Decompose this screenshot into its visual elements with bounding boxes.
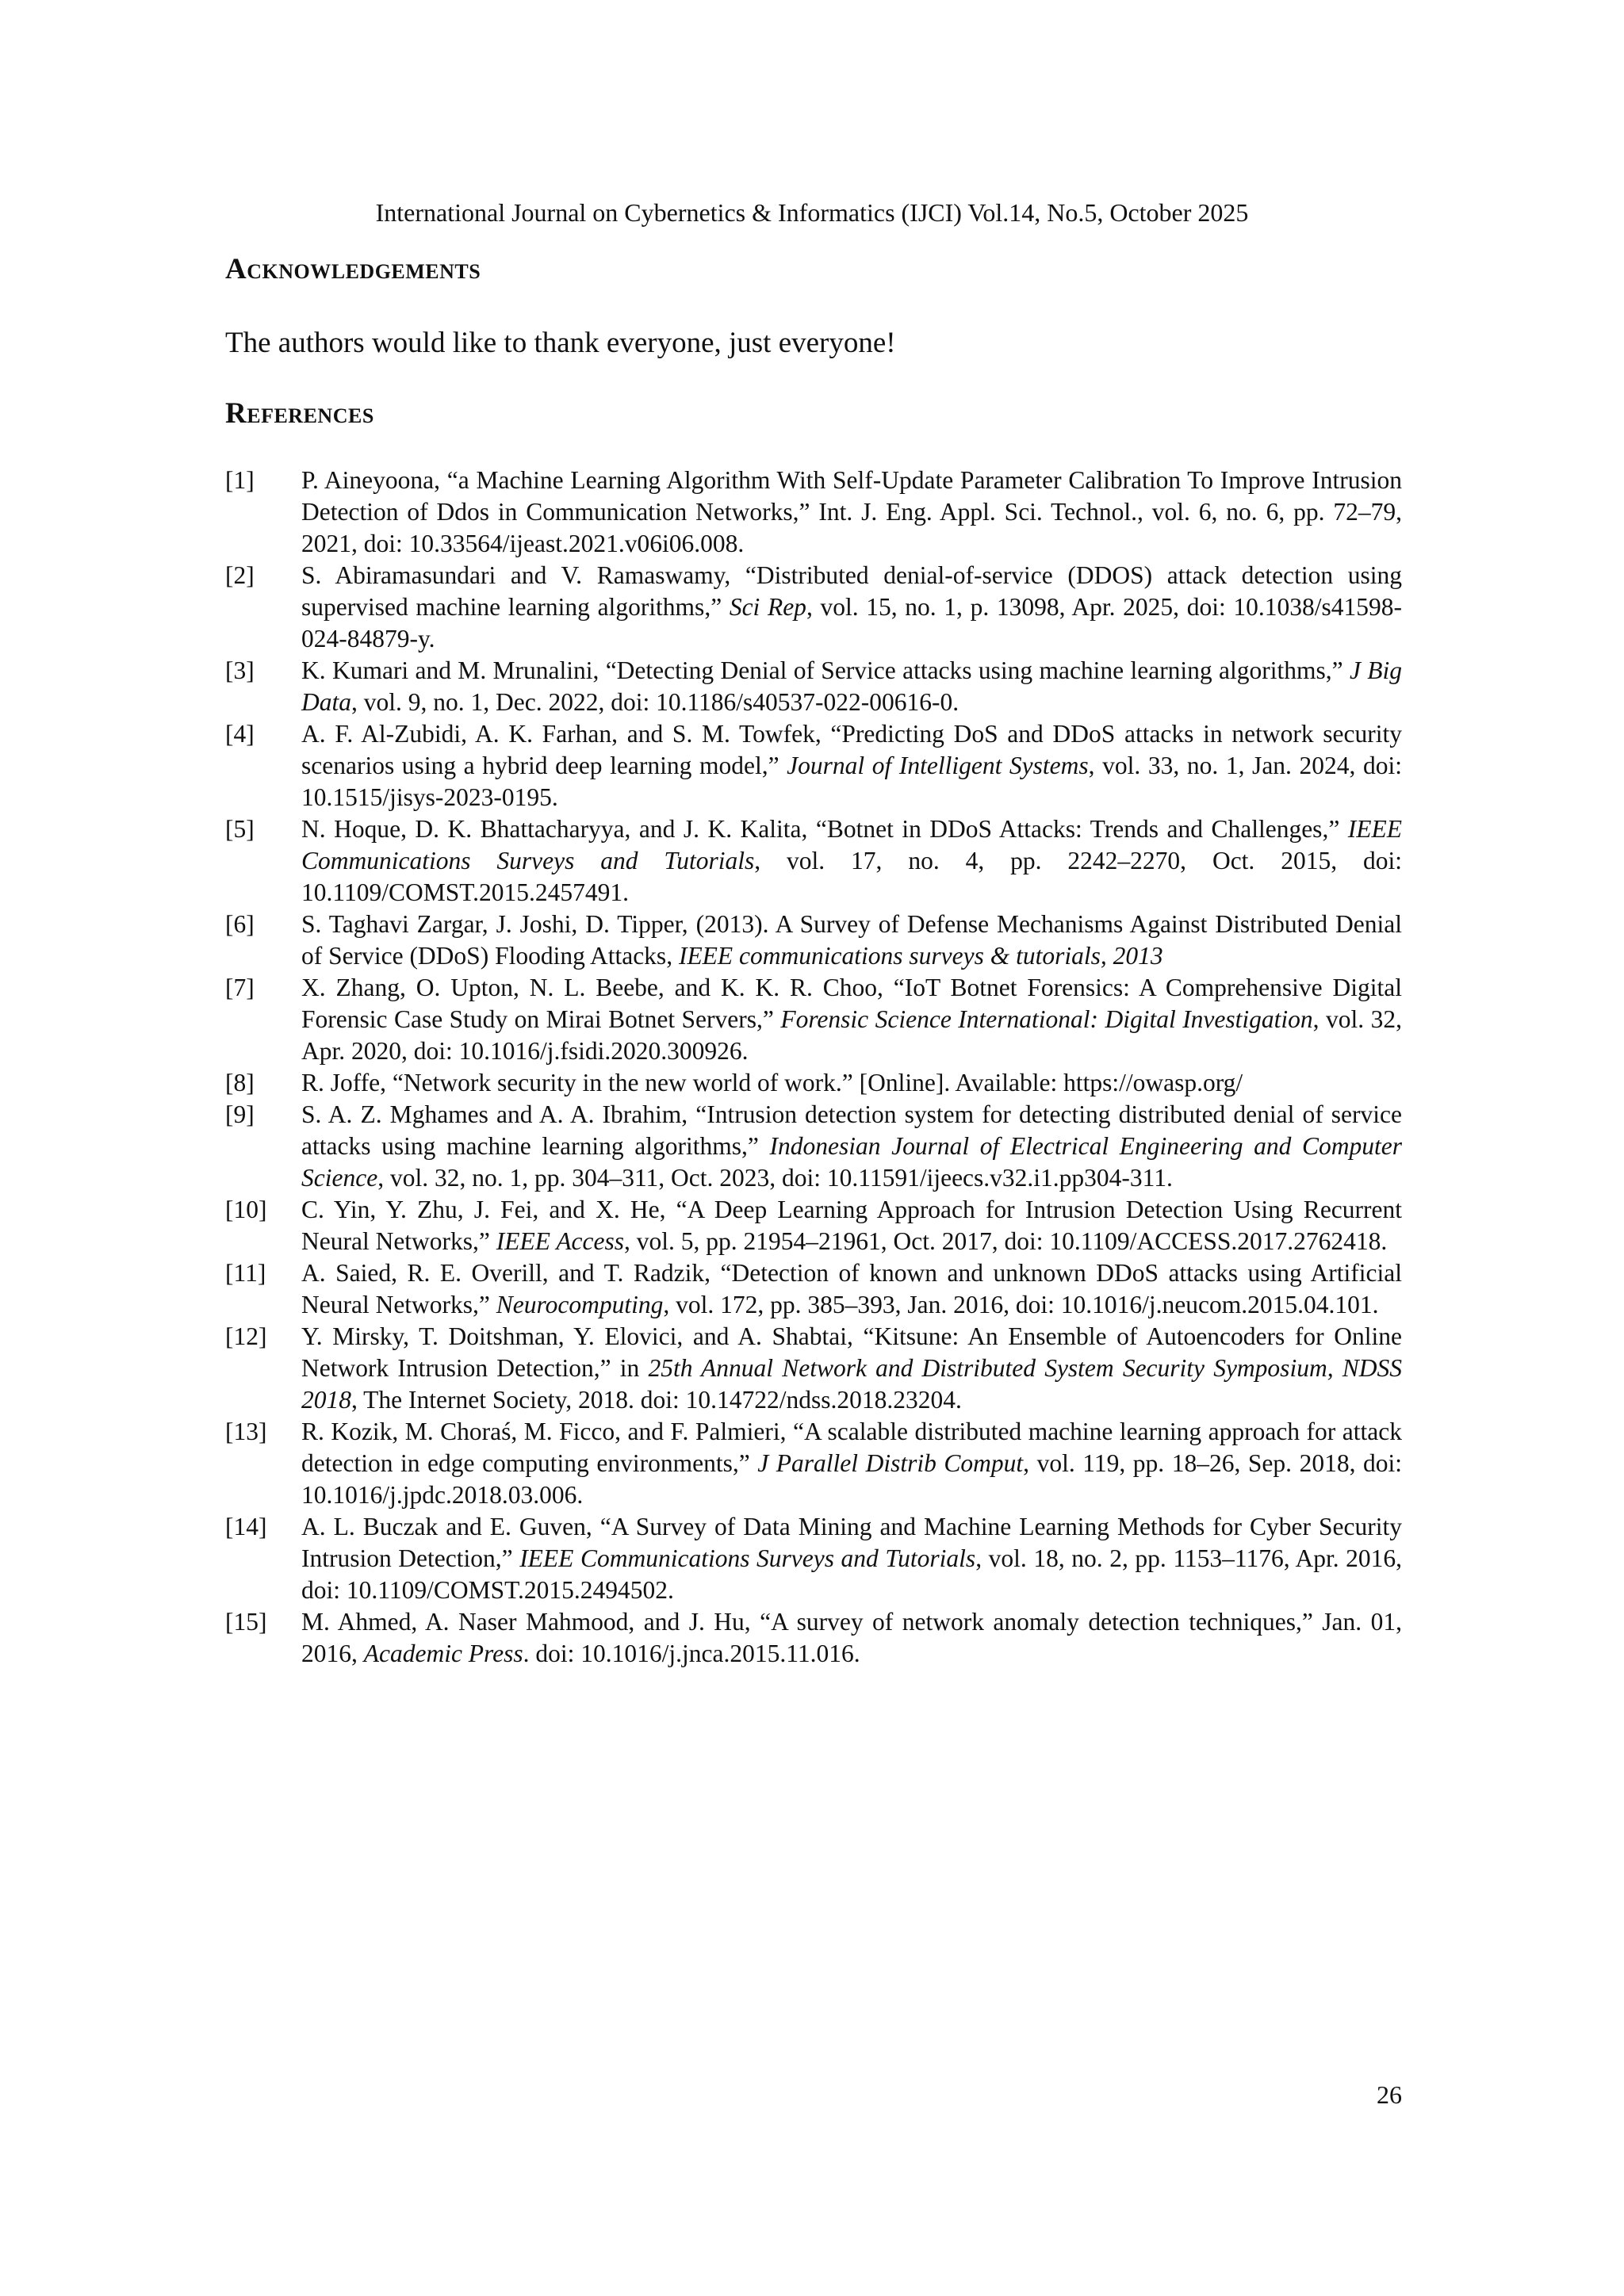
acknowledgements-heading [225, 252, 481, 287]
reference-text [301, 1511, 1402, 1606]
reference-text-segment: , vol. 15, no. 1, p. 13098, Apr. 2025, doi: 10.1038/s41598-024-84879-y. [301, 593, 1402, 652]
references-heading [225, 396, 374, 431]
reference-text-segment: , vol. 32, no. 1, pp. 304–311, Oct. 2023, doi: 10.11591/ijeecs.v32.i1.pp304-311. [377, 1164, 1173, 1192]
reference-text [301, 1194, 1402, 1257]
reference-text [301, 1257, 1402, 1321]
reference-source-italic: Journal of Intelligent Systems [787, 752, 1089, 779]
reference-text [301, 1321, 1402, 1416]
reference-text [301, 655, 1402, 718]
reference-number: [12] [225, 1322, 267, 1350]
reference-text-segment: . doi: 10.1016/j.jnca.2015.11.016. [523, 1640, 860, 1667]
reference-item [225, 1321, 1402, 1416]
reference-number: [3] [225, 656, 255, 684]
reference-text-segment: Y. Mirsky, T. Doitshman, Y. Elovici, and A. Shabtai, “Kitsune: An Ensemble of Autoencoders for Online Network Intrusion Detection,” in [301, 1322, 1402, 1382]
reference-text-segment: , vol. 5, pp. 21954–21961, Oct. 2017, doi: 10.1109/ACCESS.2017.2762418. [624, 1227, 1388, 1255]
reference-item [225, 1099, 1402, 1194]
reference-text [301, 718, 1402, 813]
reference-number: [2] [225, 561, 255, 589]
reference-text-segment: K. Kumari and M. Mrunalini, “Detecting Denial of Service attacks using machine learning algorithms,” [301, 656, 1350, 684]
reference-item [225, 1511, 1402, 1606]
reference-text-segment: S. A. Z. Mghames and A. A. Ibrahim, “Intrusion detection system for detecting distributed denial of service attacks using machine learning algorithms,” [301, 1100, 1402, 1160]
reference-text [301, 813, 1402, 909]
reference-number: [6] [225, 910, 255, 938]
reference-text-segment: S. Abiramasundari and V. Ramaswamy, “Distributed denial-of-service (DDOS) attack detection using supervised machine learning algorithms,” [301, 561, 1402, 621]
reference-text-segment: , vol. 119, pp. 18–26, Sep. 2018, doi: 10.1016/j.jpdc.2018.03.006. [301, 1449, 1403, 1509]
reference-number: [4] [225, 720, 255, 748]
reference-number: [8] [225, 1069, 255, 1096]
reference-source-italic: Forensic Science International: Digital Investigation [780, 1005, 1313, 1033]
reference-source-italic: IEEE Communications Surveys and Tutorials [301, 815, 1402, 874]
reference-number: [14] [225, 1513, 267, 1540]
reference-text-segment: A. L. Buczak and E. Guven, “A Survey of Data Mining and Machine Learning Methods for Cyber Security Intrusion Detection,” [301, 1513, 1402, 1572]
reference-source-italic: IEEE Access [496, 1227, 625, 1255]
reference-text-segment: R. Kozik, M. Choraś, M. Ficco, and F. Palmieri, “A scalable distributed machine learning approach for attack detection in edge computing environments,” [301, 1418, 1402, 1477]
page-number: 26 [1377, 2080, 1402, 2109]
reference-item [225, 972, 1402, 1067]
reference-text-segment: , vol. 32, Apr. 2020, doi: 10.1016/j.fsidi.2020.300926. [301, 1005, 1402, 1065]
acknowledgements-heading-rest: cknowledgements [247, 253, 481, 285]
acknowledgements-text: The authors would like to thank everyone, just everyone! [225, 327, 896, 359]
reference-text-segment: , vol. 33, no. 1, Jan. 2024, doi: 10.1515/jisys-2023-0195. [301, 752, 1403, 811]
reference-text-segment: C. Yin, Y. Zhu, J. Fei, and X. He, “A Deep Learning Approach for Intrusion Detection Using Recurrent Neural Networks,” [301, 1196, 1402, 1255]
reference-item [225, 1257, 1402, 1321]
reference-item [225, 465, 1402, 560]
reference-item [225, 1606, 1402, 1670]
reference-text-segment: P. Aineyoona, “a Machine Learning Algorithm With Self-Update Parameter Calibration To Improve Intrusion Detection of Ddos in Communication Networks,” Int. J. Eng. Appl. Sci. Technol., vol. 6, no. 6, pp. 72–79, 2021, doi: 10.33564/ijeast.2021.v06i06.008. [301, 466, 1402, 557]
reference-item [225, 718, 1402, 813]
reference-source-italic: Indonesian Journal of Electrical Engineering and Computer Science [301, 1132, 1403, 1192]
reference-text [301, 560, 1402, 655]
reference-text [301, 465, 1402, 560]
reference-text-segment: S. Taghavi Zargar, J. Joshi, D. Tipper, (2013). A Survey of Defense Mechanisms Against Distributed Denial of Service (DDoS) Flooding Attacks, [301, 910, 1402, 970]
reference-source-italic: IEEE Communications Surveys and Tutorials [519, 1544, 976, 1572]
reference-text-segment: R. Joffe, “Network security in the new world of work.” [Online]. Available: https://owasp.org/ [301, 1069, 1243, 1096]
reference-item [225, 1416, 1402, 1511]
reference-number: [13] [225, 1418, 267, 1445]
reference-item [225, 813, 1402, 909]
reference-text-segment: , The Internet Society, 2018. doi: 10.14722/ndss.2018.23204. [351, 1386, 962, 1414]
reference-number: [5] [225, 815, 255, 843]
reference-text-segment: A. F. Al-Zubidi, A. K. Farhan, and S. M. Towfek, “Predicting DoS and DDoS attacks in network security scenarios using a hybrid deep learning model,” [301, 720, 1402, 779]
reference-number: [10] [225, 1196, 267, 1223]
reference-text [301, 1416, 1402, 1511]
reference-number: [11] [225, 1259, 266, 1287]
reference-number: [1] [225, 466, 255, 494]
reference-source-italic: J Parallel Distrib Comput [757, 1449, 1024, 1477]
reference-item [225, 655, 1402, 718]
reference-item [225, 560, 1402, 655]
acknowledgements-heading-initial: A [225, 253, 247, 285]
reference-text-segment: X. Zhang, O. Upton, N. L. Beebe, and K. K. R. Choo, “IoT Botnet Forensics: A Comprehensive Digital Forensic Case Study on Mirai Botnet Servers,” [301, 974, 1402, 1033]
reference-source-italic: IEEE communications surveys & tutorials, 2013 [678, 942, 1163, 970]
reference-text [301, 1067, 1402, 1099]
reference-item [225, 1067, 1402, 1099]
reference-source-italic: J Big Data [301, 656, 1402, 716]
reference-text-segment: N. Hoque, D. K. Bhattacharyya, and J. K. Kalita, “Botnet in DDoS Attacks: Trends and Challenges,” [301, 815, 1348, 843]
reference-item [225, 909, 1402, 972]
reference-source-italic: 25th Annual Network and Distributed System Security Symposium, NDSS 2018 [301, 1354, 1402, 1414]
reference-item [225, 1194, 1402, 1257]
reference-source-italic: Sci Rep [729, 593, 806, 621]
reference-text [301, 909, 1402, 972]
reference-text [301, 1099, 1402, 1194]
running-header: International Journal on Cybernetics & Informatics (IJCI) Vol.14, No.5, October 2025 [375, 198, 1249, 227]
references-heading-initial: R [225, 397, 247, 430]
reference-text-segment: , vol. 17, no. 4, pp. 2242–2270, Oct. 2015, doi: 10.1109/COMST.2015.2457491. [301, 847, 1402, 906]
reference-source-italic: Academic Press [363, 1640, 523, 1667]
reference-text [301, 972, 1402, 1067]
reference-number: [9] [225, 1100, 255, 1128]
reference-text [301, 1606, 1402, 1670]
references-heading-rest: eferences [247, 397, 374, 430]
reference-number: [7] [225, 974, 255, 1001]
reference-number: [15] [225, 1608, 267, 1636]
reference-text-segment: A. Saied, R. E. Overill, and T. Radzik, “Detection of known and unknown DDoS attacks using Artificial Neural Networks,” [301, 1259, 1402, 1318]
reference-text-segment: M. Ahmed, A. Naser Mahmood, and J. Hu, “A survey of network anomaly detection techniques,” Jan. 01, 2016, [301, 1608, 1402, 1667]
reference-text-segment: , vol. 18, no. 2, pp. 1153–1176, Apr. 2016, doi: 10.1109/COMST.2015.2494502. [301, 1544, 1403, 1604]
reference-text-segment: , vol. 9, no. 1, Dec. 2022, doi: 10.1186/s40537-022-00616-0. [351, 688, 959, 716]
reference-text-segment: , vol. 172, pp. 385–393, Jan. 2016, doi: 10.1016/j.neucom.2015.04.101. [663, 1291, 1379, 1318]
reference-list [225, 465, 1402, 1670]
reference-source-italic: Neurocomputing [496, 1291, 664, 1318]
